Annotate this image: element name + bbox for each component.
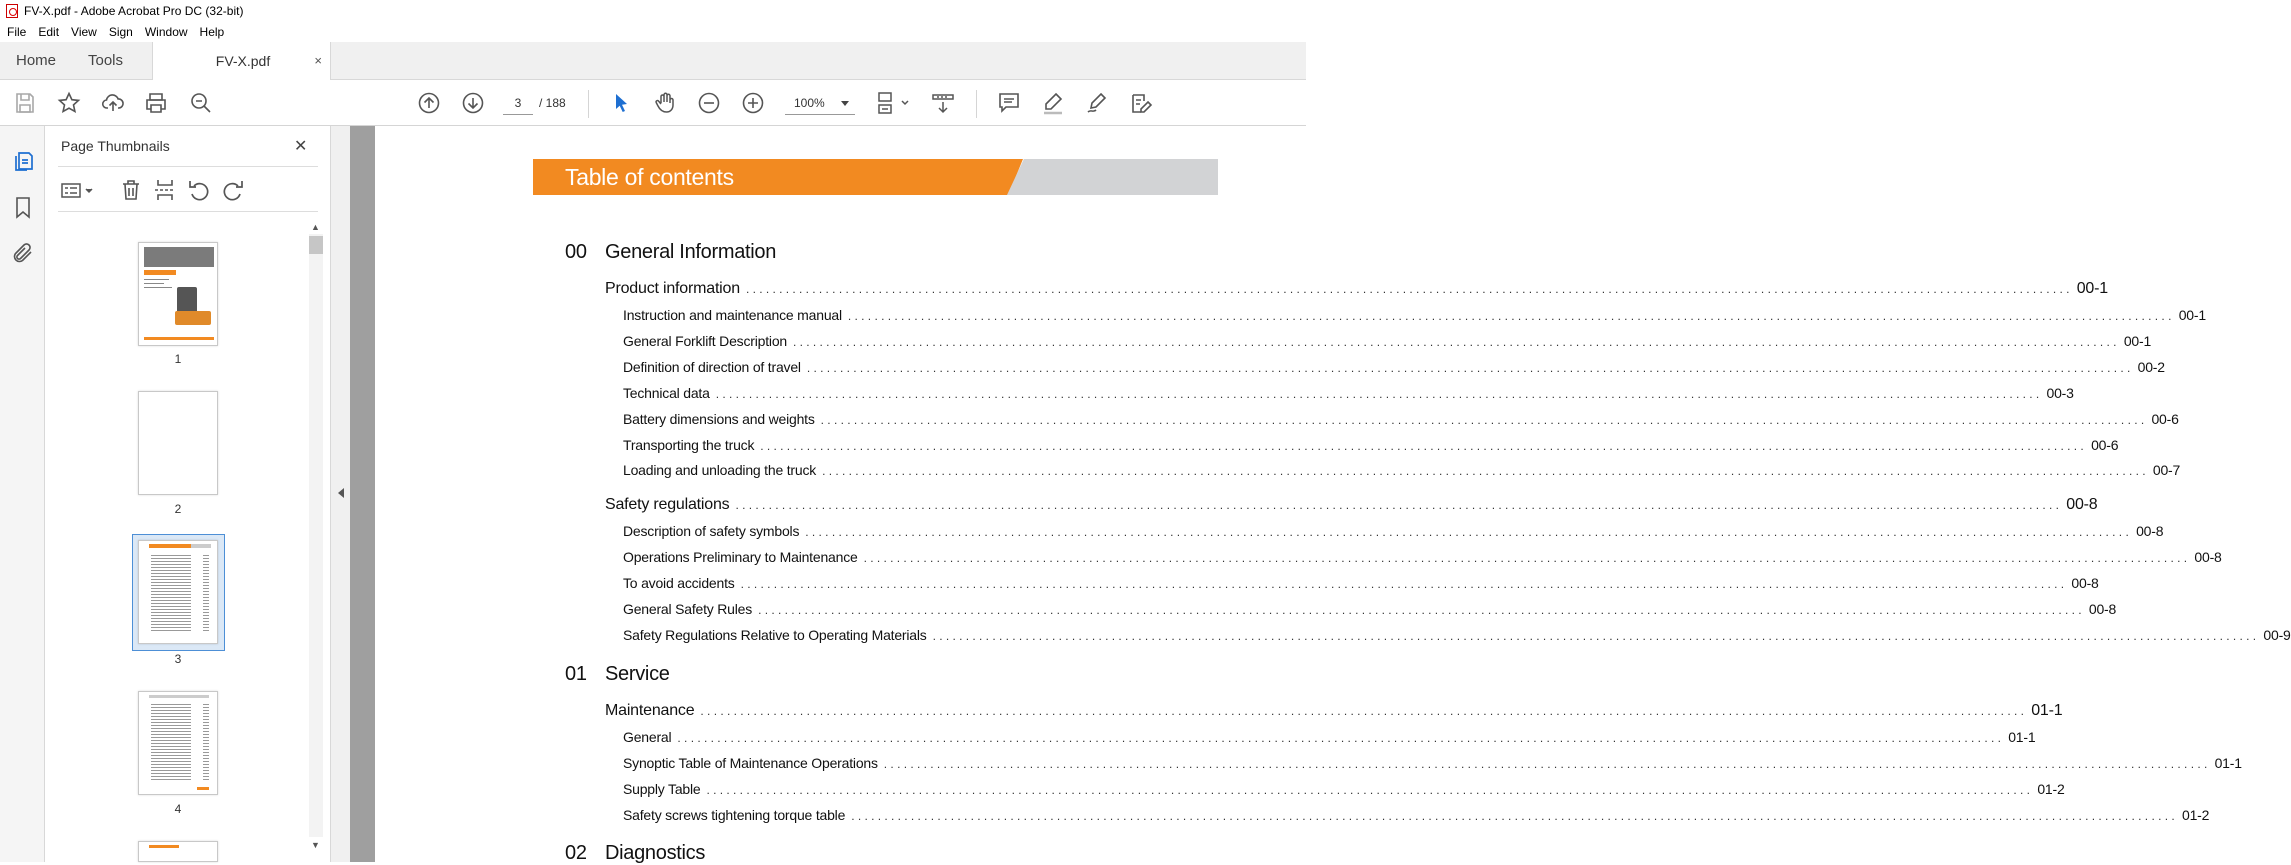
chevron-down-icon — [841, 101, 849, 106]
toc-section-heading — [565, 241, 776, 264]
menu-file[interactable]: File — [7, 25, 27, 39]
tab-close-button[interactable]: × — [314, 53, 322, 68]
toc-leader-dots: ........................................................................................................................................................................................................ — [805, 525, 2133, 539]
toc-entry-title: Loading and unloading the truck — [623, 462, 817, 478]
toc-entry[interactable] — [623, 601, 2117, 617]
highlight-icon[interactable] — [1041, 91, 1065, 115]
toc-entry[interactable] — [605, 496, 2098, 514]
toc-entry-page: 00-7 — [2152, 462, 2181, 478]
hand-icon[interactable] — [653, 91, 677, 115]
toc-entry-page: 00-2 — [2137, 359, 2165, 375]
thumbnail-footer-graphic — [197, 787, 209, 790]
toc-entry[interactable] — [623, 807, 2210, 823]
tab-home[interactable]: Home — [16, 52, 57, 69]
toc-entry-title: Safety regulations — [605, 496, 730, 513]
toc-leader-dots: ........................................................................................................................................................................................................ — [806, 361, 2134, 375]
thumbnail-label: 2 — [174, 502, 182, 516]
thumbnail-banner-graphic — [149, 544, 191, 548]
extract-page-icon[interactable] — [153, 178, 177, 202]
toc-entry-page: 00-1 — [2178, 307, 2206, 323]
toc-entry[interactable] — [623, 523, 2164, 539]
thumbnail-text-lines — [151, 702, 191, 782]
toc-entry-page: 01-2 — [2037, 781, 2065, 797]
toc-leader-dots: ........................................................................................................................................................................................................ — [706, 783, 2034, 797]
collapse-panel-icon[interactable] — [338, 488, 344, 498]
delete-page-icon[interactable] — [119, 178, 143, 202]
section-number: 00 — [565, 241, 587, 263]
toc-leader-dots: ........................................................................................................................................................................................................ — [740, 577, 2068, 591]
panel-title: Page Thumbnails — [61, 138, 170, 154]
section-title: General Information — [605, 241, 777, 263]
toc-entry[interactable] — [623, 385, 2074, 401]
toc-entry-page: 00-1 — [2076, 280, 2108, 297]
page-total: / 188 — [539, 96, 566, 110]
toc-entry-title: Safety screws tightening torque table — [623, 807, 846, 823]
toc-entry-page: 00-8 — [2066, 496, 2098, 513]
divider — [58, 166, 318, 167]
page-thumbnail-3[interactable] — [138, 540, 218, 644]
divider — [58, 211, 318, 212]
thumbnail-text-line — [144, 283, 164, 284]
thumbnail-options-icon[interactable] — [60, 178, 96, 202]
thumbnail-banner-graphic — [144, 270, 176, 275]
toc-entry-title: Operations Preliminary to Maintenance — [623, 549, 858, 565]
tab-document[interactable] — [152, 42, 331, 81]
print-icon[interactable] — [144, 91, 168, 115]
toc-entry[interactable] — [623, 627, 2291, 643]
thumbnail-text-lines — [151, 553, 191, 633]
toc-entry[interactable] — [623, 575, 2099, 591]
toc-entry[interactable] — [605, 280, 2108, 298]
scroll-up-button[interactable]: ▲ — [311, 222, 320, 232]
save-icon[interactable] — [13, 91, 37, 115]
toc-entry-title: Safety Regulations Relative to Operating Materials — [623, 627, 927, 643]
arrow-up-circle-icon[interactable] — [417, 91, 441, 115]
toc-leader-dots: ........................................................................................................................................................................................................ — [847, 309, 2175, 323]
toolbar-divider — [976, 90, 977, 118]
thumbnail-text-line — [144, 287, 172, 288]
page-thumbnail-4[interactable] — [138, 691, 218, 795]
toc-leader-dots: ........................................................................................................................................................................................................ — [760, 439, 2088, 453]
toc-entry[interactable] — [623, 437, 2119, 453]
rotate-right-icon[interactable] — [221, 178, 245, 202]
toc-entry[interactable] — [623, 549, 2222, 565]
toc-leader-dots: ........................................................................................................................................................................................................ — [822, 464, 2149, 478]
toc-entry[interactable] — [623, 462, 2181, 478]
page-number-input[interactable]: 3 — [503, 91, 533, 115]
toc-leader-dots: ........................................................................................................................................................................................................ — [677, 731, 2005, 745]
zoom-select[interactable] — [785, 91, 855, 115]
toc-entry[interactable] — [623, 729, 2036, 745]
toc-entry[interactable] — [623, 755, 2242, 771]
title-bar — [0, 0, 1306, 22]
toc-entry-title: Battery dimensions and weights — [623, 411, 815, 427]
section-title: Service — [605, 663, 670, 685]
toc-leader-dots: ........................................................................................................................................................................................................ — [851, 809, 2178, 823]
thumbnail-text-line — [144, 279, 169, 280]
scrollbar-thumb[interactable] — [309, 236, 323, 254]
thumbnail-banner-graphic — [191, 544, 211, 548]
section-number: 02 — [565, 842, 587, 864]
toc-leader-dots: ........................................................................................................................................................................................................ — [700, 704, 2028, 718]
toc-banner — [533, 159, 1218, 195]
tab-tools[interactable]: Tools — [88, 52, 124, 69]
toolbar-divider — [588, 90, 589, 118]
document-viewport[interactable] — [350, 126, 2291, 864]
toc-entry-page: 00-1 — [2123, 333, 2152, 349]
scrollbar-track[interactable] — [309, 234, 323, 837]
toc-entry-page: 00-3 — [2046, 385, 2074, 401]
menu-view[interactable]: View — [71, 25, 97, 39]
toc-entry-page: 01-1 — [2031, 702, 2063, 719]
select-cursor-icon[interactable] — [609, 91, 633, 115]
sign-icon[interactable] — [1085, 91, 1109, 115]
thumbnails-panel — [46, 126, 330, 862]
toc-entry-title: Maintenance — [605, 702, 695, 719]
thumbnail-label: 1 — [174, 352, 182, 366]
toc-entry-page: 00-6 — [2151, 411, 2179, 427]
toc-leader-dots: ........................................................................................................................................................................................................ — [735, 498, 2063, 512]
acrobat-pdf-icon — [6, 4, 18, 18]
toc-entry-page: 00-8 — [2071, 575, 2099, 591]
search-zoom-icon[interactable] — [189, 91, 213, 115]
toc-entry-title: Definition of direction of travel — [623, 359, 801, 375]
menu-window[interactable]: Window — [144, 25, 188, 39]
upload-icon[interactable] — [101, 91, 125, 115]
forklift-image — [175, 311, 211, 325]
close-icon[interactable]: ✕ — [294, 138, 308, 155]
toc-section-heading — [565, 842, 705, 865]
toc-leader-dots: ........................................................................................................................................................................................................ — [932, 629, 2260, 643]
thumbnail-label: 3 — [174, 652, 182, 666]
toc-section-heading — [565, 663, 670, 686]
scroll-mode-icon[interactable] — [931, 91, 955, 115]
thumbnail-header-graphic — [144, 247, 214, 267]
toc-entry-page: 01-1 — [2214, 755, 2242, 771]
attachment-icon[interactable] — [11, 241, 35, 265]
toc-entry-page: 01-1 — [2008, 729, 2036, 745]
comment-icon[interactable] — [997, 91, 1021, 115]
thumbnail-banner-graphic — [149, 695, 209, 698]
toc-entry-title: Supply Table — [623, 781, 701, 797]
section-number: 01 — [565, 663, 587, 685]
bookmark-icon[interactable] — [11, 195, 35, 219]
toc-entry-page: 01-2 — [2181, 807, 2210, 823]
toc-entry-page: 00-6 — [2091, 437, 2119, 453]
toc-entry[interactable] — [623, 307, 2206, 323]
thumbnail-footer-graphic — [144, 337, 214, 340]
toc-entry-title: To avoid accidents — [623, 575, 735, 591]
toc-entry-title: Technical data — [623, 385, 710, 401]
pages-icon[interactable] — [11, 148, 35, 172]
navigation-rail — [0, 126, 45, 862]
toc-entry-title: Instruction and maintenance manual — [623, 307, 842, 323]
zoom-in-icon[interactable] — [741, 91, 765, 115]
window-title: FV-X.pdf - Adobe Acrobat Pro DC (32-bit) — [24, 4, 244, 18]
toc-entry[interactable] — [623, 333, 2152, 349]
toc-leader-dots: ........................................................................................................................................................................................................ — [863, 551, 2191, 565]
toc-entry-page: 00-8 — [2194, 549, 2222, 565]
toc-leader-dots: ........................................................................................................................................................................................................ — [758, 603, 2085, 617]
toc-leader-dots: ........................................................................................................................................................................................................ — [820, 413, 2148, 427]
toc-leader-dots: ........................................................................................................................................................................................................ — [883, 757, 2211, 771]
thumbnail-text-lines — [203, 702, 209, 782]
toc-entry-page: 00-9 — [2263, 627, 2291, 643]
rotate-left-icon[interactable] — [187, 178, 211, 202]
toc-title: Table of contents — [565, 164, 734, 190]
toc-entry-title: General Forklift Description — [623, 333, 788, 349]
toc-entry[interactable] — [623, 781, 2065, 797]
toc-entry-title: General Safety Rules — [623, 601, 753, 617]
page-fit-icon[interactable] — [876, 91, 910, 115]
section-title: Diagnostics — [605, 842, 706, 864]
page-thumbnail-1[interactable] — [138, 242, 218, 346]
tab-document-label: FV-X.pdf — [215, 53, 271, 69]
menu-bar — [0, 22, 1306, 42]
scroll-down-button[interactable]: ▼ — [311, 840, 320, 850]
zoom-value: 100% — [794, 96, 825, 110]
toc-entry-page: 00-8 — [2088, 601, 2117, 617]
toc-leader-dots: ........................................................................................................................................................................................................ — [715, 387, 2043, 401]
toc-entry-title: General — [623, 729, 672, 745]
page-thumbnail-5[interactable] — [138, 841, 218, 862]
banner-grey-band — [1007, 159, 1218, 195]
toc-entry-title: Description of safety symbols — [623, 523, 800, 539]
menu-edit[interactable]: Edit — [38, 25, 60, 39]
thumbnail-banner-graphic — [149, 845, 179, 848]
toc-leader-dots: ........................................................................................................................................................................................................ — [745, 282, 2073, 296]
toc-entry-title: Transporting the truck — [623, 437, 755, 453]
toc-entry-title: Synoptic Table of Maintenance Operations — [623, 755, 878, 771]
thumbnail-label: 4 — [174, 802, 182, 816]
panel-splitter[interactable] — [330, 126, 350, 862]
toc-entry[interactable] — [623, 359, 2165, 375]
tab-bar — [0, 42, 1306, 80]
toc-entry-title: Product information — [605, 280, 740, 297]
star-icon[interactable] — [57, 91, 81, 115]
thumbnail-text-lines — [203, 553, 209, 633]
toc-entry[interactable] — [623, 411, 2179, 427]
zoom-out-icon[interactable] — [697, 91, 721, 115]
menu-help[interactable]: Help — [199, 25, 225, 39]
toc-entry[interactable] — [605, 702, 2063, 720]
arrow-down-circle-icon[interactable] — [461, 91, 485, 115]
page-thumbnail-2[interactable] — [138, 391, 218, 495]
pdf-page — [375, 126, 2291, 864]
menu-sign[interactable]: Sign — [108, 25, 133, 39]
toc-leader-dots: ........................................................................................................................................................................................................ — [793, 335, 2120, 349]
toc-entry-page: 00-8 — [2136, 523, 2164, 539]
edit-pdf-icon[interactable] — [1129, 91, 1153, 115]
main-toolbar — [0, 80, 1306, 126]
